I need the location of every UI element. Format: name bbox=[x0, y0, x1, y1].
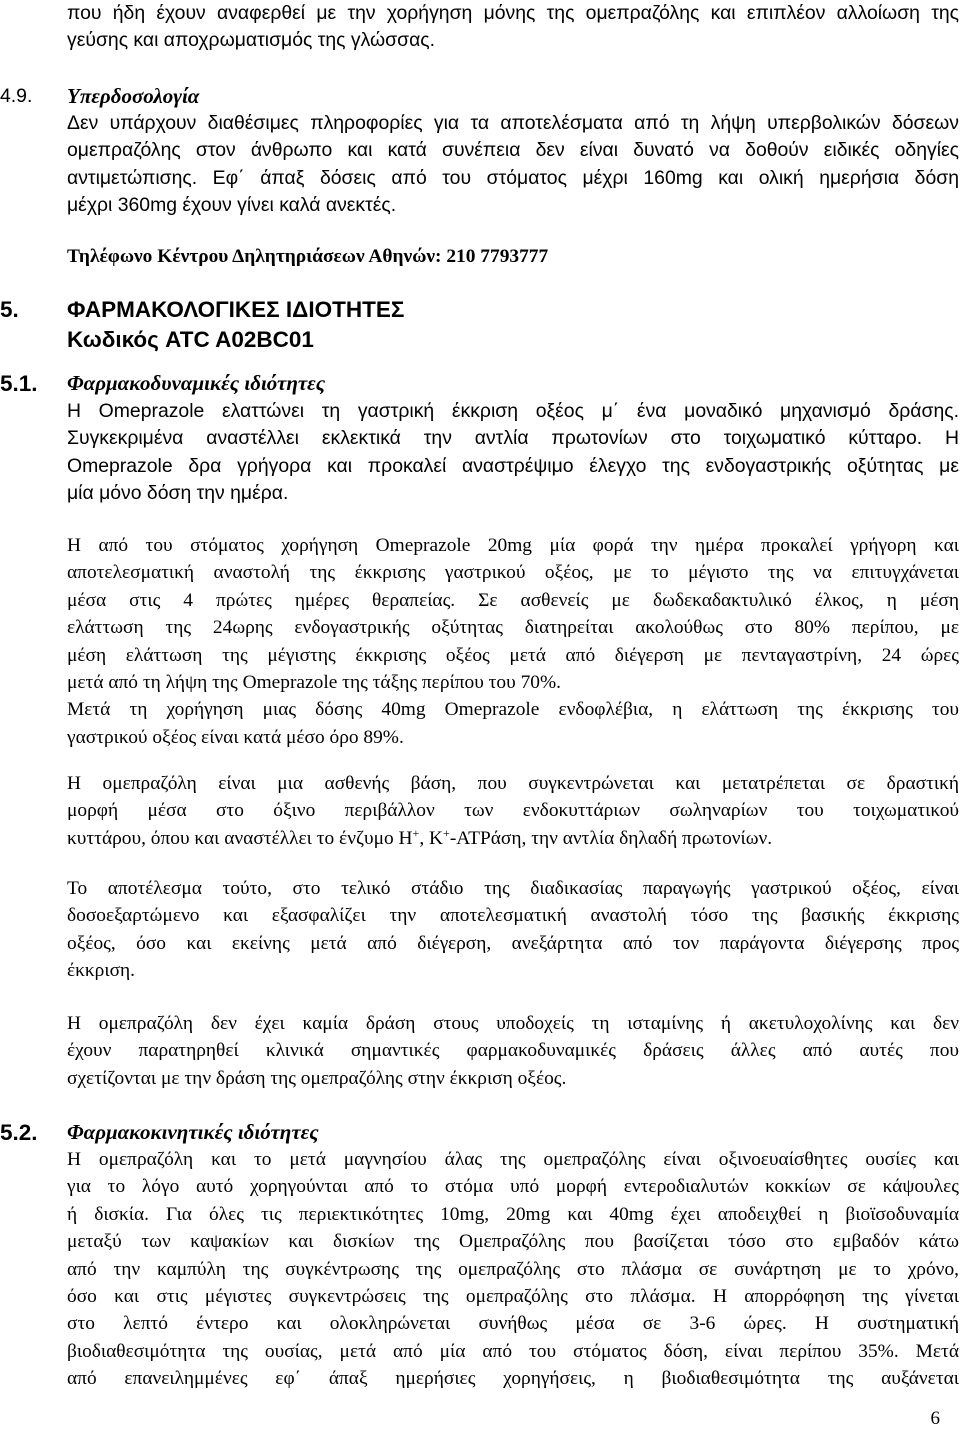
pharmacodynamics-paragraph-2 bbox=[67, 532, 959, 751]
text-line: οξέος, όσο και εκείνης μετά από διέγερση, ανεξάρτητα από τον παράγοντα διέγερσης προς bbox=[67, 932, 959, 954]
text-line: ή δισκία. Για όλες τις περιεκτικότητες 10mg, 20mg και 40mg έχει αποδειχθεί η βιοϊσοδυναμία bbox=[67, 1203, 959, 1225]
section-4-9-body bbox=[67, 110, 959, 220]
text-line: Omeprazole δρα γρήγορα και προκαλεί αναστρέψιμο έλεγχο της ενδογαστρικής οξύτητας με bbox=[67, 454, 959, 477]
text-line: στο λεπτό έντερο και ολοκληρώνεται συνήθως μέσα σε 3-6 ώρες. Η συστηματική bbox=[67, 1313, 959, 1335]
text-run: -ATPάση, την αντλία δηλαδή πρωτονίων. bbox=[449, 827, 773, 849]
page-number: 6 bbox=[930, 1408, 940, 1429]
section-4-9-heading: Υπερδοσολογία bbox=[67, 84, 200, 108]
text-line: ομεπραζόλης στον άνθρωπο και κατά συνέπεια δεν είναι δυνατό να δοθούν ειδικές οδηγίες bbox=[67, 139, 959, 162]
text-line: μέση ελάττωση της μέγιστης έκκρισης οξέος μετά από διέγερση με πενταγαστρίνη, 24 ώρες bbox=[67, 644, 959, 666]
text-line: αντιμετώπισης. Εφ΄ άπαξ δόσεις από του στόματος μέχρι 160mg και ολική ημερήσια δόση bbox=[67, 166, 959, 189]
text-line: αποτελεσματική αναστολή της έκκρισης γαστρικού οξέος, με το μέγιστο της να επιτυγχάνεται bbox=[67, 562, 959, 584]
text-line: δοσοεξαρτώμενο και εξασφαλίζει την αποτελεσματική αναστολή τόσο της βασικής έκκρισης bbox=[67, 905, 959, 927]
text-line: όσο και στις μέγιστες συγκεντρώσεις της ομεπραζόλης στο πλάσμα. Η απορρόφηση της γίνεται bbox=[67, 1286, 959, 1308]
text-line: που ήδη έχουν αναφερθεί με την χορήγηση μόνης της ομεπραζόλης και επιπλέον αλλοίωση της bbox=[67, 2, 959, 24]
intro-paragraph bbox=[67, 0, 959, 55]
text-line: Η ομεπραζόλη είναι μια ασθενής βάση, που συγκεντρώνεται και μετατρέπεται σε δραστική bbox=[67, 773, 959, 794]
section-4-9-number: 4.9. bbox=[0, 85, 33, 107]
text-line: μορφή μέσα στο όξινο περιβάλλον των ενδοκυττάριων σωληναρίων του τοιχωματικού bbox=[67, 800, 959, 822]
text-run: κυττάρου, όπου και αναστέλλει το ένζυμο Η bbox=[67, 827, 413, 849]
pharmacodynamics-paragraph-4 bbox=[67, 875, 959, 985]
text-line: έχουν παρατηρηθεί κλινικά σημαντικές φαρμακοδυναμικές δράσεις άλλες από αυτές που bbox=[67, 1040, 959, 1062]
section-5-2-number: 5.2. bbox=[0, 1120, 38, 1145]
section-5-1-title bbox=[67, 370, 959, 398]
text-line bbox=[67, 825, 959, 852]
text-line: μία μόνο δόση την ημέρα. bbox=[67, 482, 289, 505]
text-line: από την καμπύλη της συγκέντρωσης της ομεπραζόλης στο πλάσμα σε συνάρτηση με το χρόνο, bbox=[67, 1258, 959, 1280]
text-line: βιοδιαθεσιμότητα της ουσίας, μετά από μία από του στόματος δόση, είναι περίπου 35%. Μετά bbox=[67, 1340, 959, 1362]
superscript: + bbox=[412, 825, 420, 840]
section-5-1-heading: Φαρμακοδυναμικές ιδιότητες bbox=[67, 371, 326, 395]
text-line: Η Omeprazole ελαττώνει τη γαστρική έκκριση οξέος μ΄ ένα μοναδικό μηχανισμό δράσης. bbox=[67, 400, 959, 422]
text-line: σχετίζονται με την δράση της ομεπραζόλης στην έκκριση οξέος. bbox=[67, 1067, 567, 1089]
text-line: μετά από τη λήψη της Omeprazole της τάξης περίπου του 70%. bbox=[67, 672, 561, 694]
text-line: μέχρι 360mg έχουν γίνει καλά ανεκτές. bbox=[67, 194, 397, 217]
poison-center-phone: Τηλέφωνο Κέντρου Δηλητηριάσεων Αθηνών: 210 7793777 bbox=[67, 246, 549, 267]
superscript: + bbox=[443, 825, 450, 840]
atc-code: Κωδικός ATC A02BC01 bbox=[67, 327, 314, 352]
text-line: για το λόγο αυτό χορηγούνται από το στόμα υπό μορφή εντεροδιαλυτών κοκκίων σε κάψουλες bbox=[67, 1176, 959, 1198]
section-5-2-title bbox=[67, 1119, 959, 1147]
text-line: ελάττωση της 24ωρης ενδογαστρικής οξύτητας διατηρείται ακολούθως στο 80% περίπου, με bbox=[67, 617, 959, 639]
pharmacodynamics-paragraph-3 bbox=[67, 770, 959, 852]
text-line: γαστρικού οξέος είναι κατά μέσο όρο 89%. bbox=[67, 726, 404, 748]
pharmacodynamics-paragraph-5 bbox=[67, 1010, 959, 1092]
section-4-9-title bbox=[67, 83, 959, 111]
text-line: Το αποτέλεσμα τούτο, στο τελικό στάδιο της διαδικασίας παραγωγής γαστρικού οξέος, είναι bbox=[67, 878, 959, 899]
section-5-title: ΦΑΡΜΑΚΟΛΟΓΙΚΕΣ ΙΔΙΟΤΗΤΕΣ bbox=[67, 297, 405, 322]
text-line: από επανειλημμένες εφ΄ άπαξ ημερήσιες χορηγήσεις, η βιοδιαθεσιμότητα της αυξάνεται bbox=[67, 1368, 959, 1390]
text-line: μεταξύ των καψακίων και δισκίων της Ομεπραζόλης που βασίζεται τόσο στο εμβαδόν κάτω bbox=[67, 1231, 959, 1253]
text-line: Η ομεπραζόλη και το μετά μαγνησίου άλας της ομεπραζόλης είναι οξινοευαίσθητες ουσίες και bbox=[67, 1149, 959, 1170]
section-5-number: 5. bbox=[0, 297, 19, 322]
section-5-2-heading: Φαρμακοκινητικές ιδιότητες bbox=[67, 1120, 319, 1144]
text-line: Μετά τη χορήγηση μιας δόσης 40mg Omeprazole ενδοφλέβια, η ελάττωση της έκκρισης του bbox=[67, 699, 959, 721]
text-line: μέσα στις 4 πρώτες ημέρες θεραπείας. Σε ασθενείς με δωδεκαδακτυλικό έλκος, η μέση bbox=[67, 589, 959, 611]
pharmacokinetics-paragraph bbox=[67, 1146, 959, 1393]
pharmacodynamics-paragraph-1 bbox=[67, 398, 959, 508]
section-5-1-number: 5.1. bbox=[0, 371, 38, 396]
text-line: Η από του στόματος χορήγηση Omeprazole 20mg μία φορά την ημέρα προκαλεί γρήγορη και bbox=[67, 535, 959, 556]
text-line: έκκριση. bbox=[67, 960, 136, 982]
text-line: γεύσης και αποχρωματισμός της γλώσσας. bbox=[67, 29, 436, 52]
text-run: , Κ bbox=[419, 827, 444, 849]
text-line: Η ομεπραζόλη δεν έχει καμία δράση στους υποδοχείς τη ισταμίνης ή ακετυλοχολίνης και δεν bbox=[67, 1013, 959, 1034]
text-line: Συγκεκριμένα αναστέλλει εκλεκτικά την αντλία πρωτονίων στο τοιχωματικό κύτταρο. Η bbox=[67, 427, 959, 450]
text-line: Δεν υπάρχουν διαθέσιμες πληροφορίες για τα αποτελέσματα από τη λήψη υπερβολικών δόσεων bbox=[67, 112, 959, 134]
